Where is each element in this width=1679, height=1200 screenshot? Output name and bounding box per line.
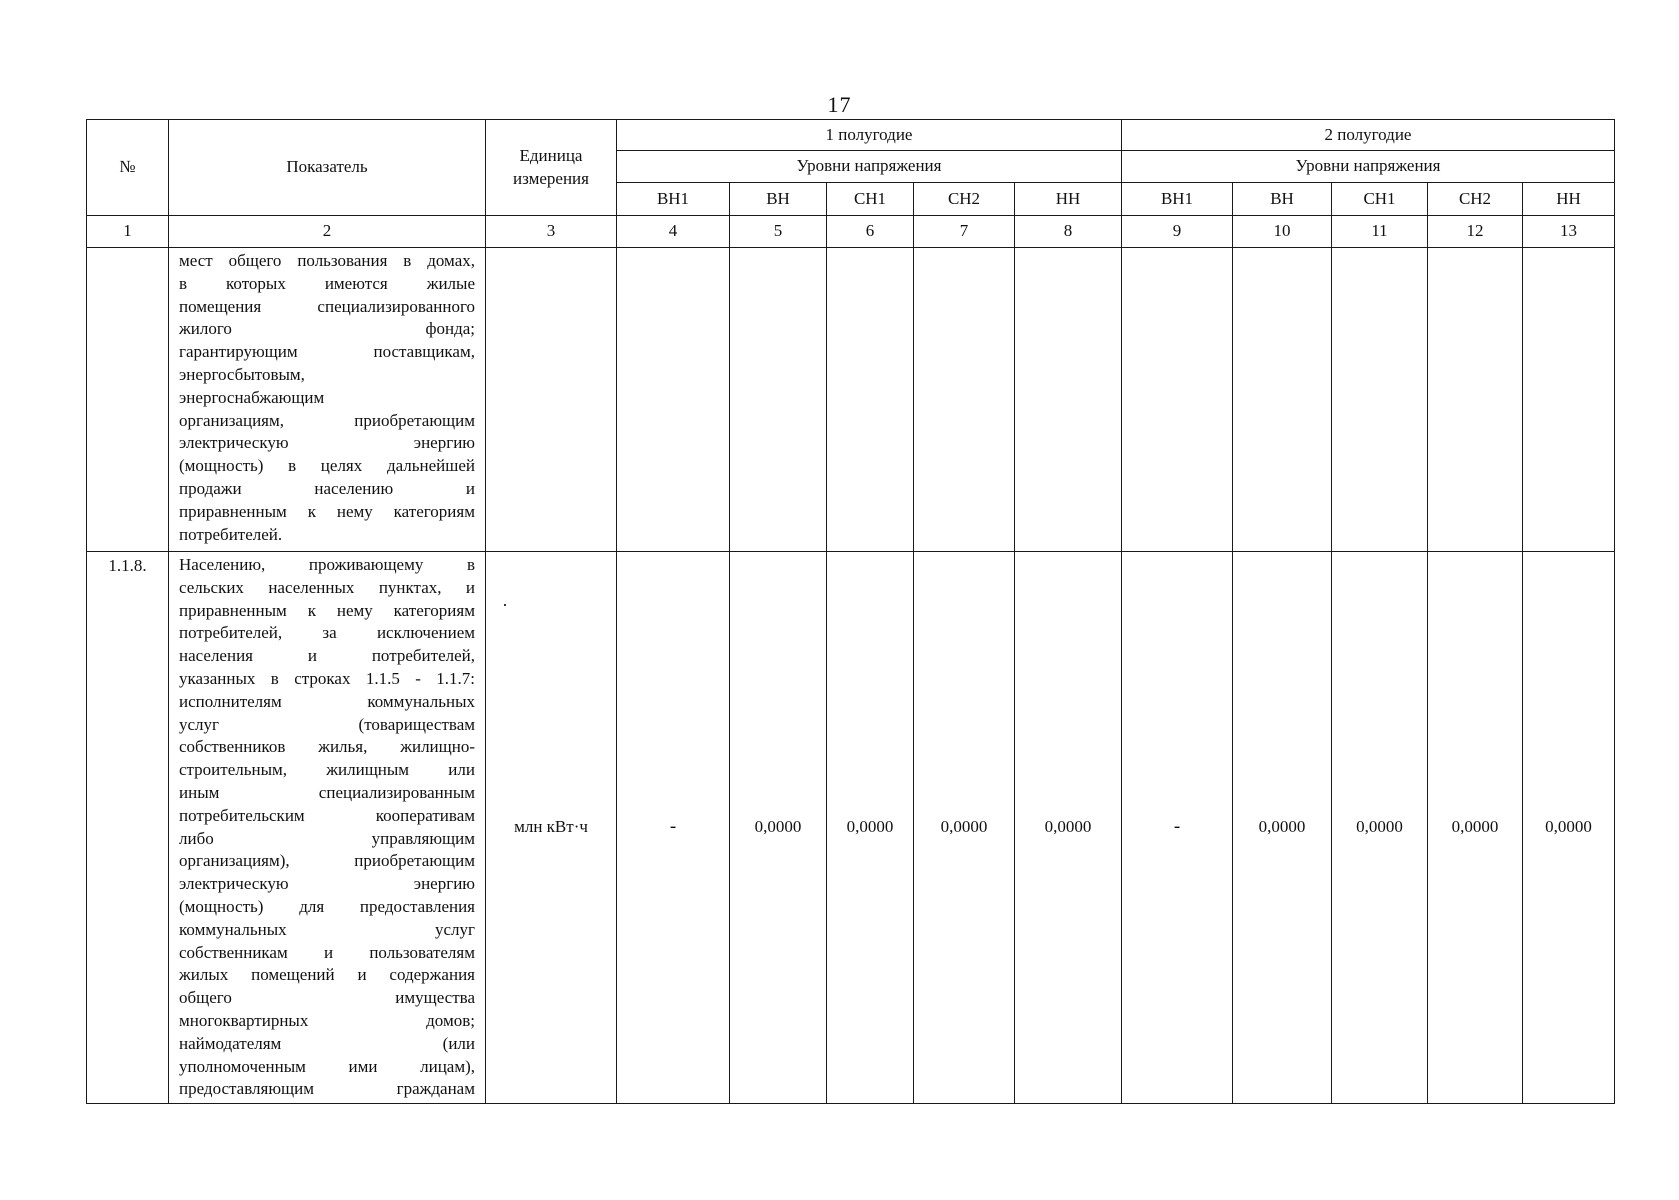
header-unit-line2: измерения <box>513 168 589 188</box>
description-line: собственникам и пользователям <box>179 942 475 962</box>
header-half-1: 1 полугодие <box>617 120 1122 151</box>
value-cell: 0,0000 <box>914 552 1015 1104</box>
header-level: СН1 <box>827 183 914 216</box>
header-level: ВН1 <box>1122 183 1233 216</box>
description-line: потребителей. <box>179 524 283 544</box>
row-description <box>169 552 486 1104</box>
header-level: НН <box>1523 183 1615 216</box>
column-number: 12 <box>1428 216 1523 248</box>
row-number <box>87 248 169 552</box>
description-line: услуг (товариществам <box>179 714 475 734</box>
header-unit <box>486 120 617 216</box>
value-cell <box>1015 248 1122 552</box>
description-line: в которых имеются жилые <box>179 273 475 293</box>
description-line: энергосбытовым, <box>179 364 305 384</box>
column-number: 10 <box>1233 216 1332 248</box>
page-number: 17 <box>827 92 852 117</box>
column-number: 11 <box>1332 216 1428 248</box>
header-level: СН2 <box>914 183 1015 216</box>
header-level: СН2 <box>1428 183 1523 216</box>
table-row <box>87 552 1615 1104</box>
header-level: НН <box>1015 183 1122 216</box>
tariff-table <box>86 119 1615 1104</box>
description-line: исполнителям коммунальных <box>179 691 475 711</box>
value-cell: 0,0000 <box>1428 552 1523 1104</box>
description-line: Населению, проживающему в <box>179 555 475 574</box>
header-level: ВН <box>1233 183 1332 216</box>
value-cell <box>1523 248 1615 552</box>
column-number: 8 <box>1015 216 1122 248</box>
value-cell <box>1332 248 1428 552</box>
description-line: (мощность) для предоставления <box>179 896 475 916</box>
value-cell: - <box>1122 552 1233 1104</box>
description-line: уполномоченным ими лицам), <box>179 1056 475 1076</box>
description-line: энергоснабжающим <box>179 387 325 407</box>
value-cell: 0,0000 <box>827 552 914 1104</box>
description-line: помещения специализированного <box>179 296 475 316</box>
description-line: потребительским кооперативам <box>179 805 475 825</box>
description-line: (мощность) в целях дальнейшей <box>179 456 475 476</box>
description-line: организациям), приобретающим <box>179 851 475 871</box>
description-line: организациям, приобретающим <box>179 410 475 430</box>
description-line: наймодателям (или <box>179 1033 475 1053</box>
description-line: указанных в строках 1.1.5 - 1.1.7: <box>179 668 475 688</box>
description-line: общего имущества <box>179 988 475 1008</box>
column-number: 7 <box>914 216 1015 248</box>
row-unit <box>486 248 617 552</box>
header-level: СН1 <box>1332 183 1428 216</box>
description-line: многоквартирных домов; <box>179 1010 475 1030</box>
scan-speck <box>504 604 506 606</box>
column-number: 2 <box>169 216 486 248</box>
header-voltage-levels-1: Уровни напряжения <box>617 151 1122 183</box>
value-cell: 0,0000 <box>1523 552 1615 1104</box>
description-line: гарантирующим поставщикам, <box>179 342 475 362</box>
header-number: № <box>87 120 169 216</box>
description-line: жилых помещений и содержания <box>179 965 475 985</box>
description-line: мест общего пользования в домах, <box>179 251 475 270</box>
value-cell: - <box>617 552 730 1104</box>
description-line: предоставляющим гражданам <box>179 1079 475 1099</box>
column-number: 13 <box>1523 216 1615 248</box>
value-cell <box>730 248 827 552</box>
value-cell <box>914 248 1015 552</box>
description-line: коммунальных услуг <box>179 919 475 939</box>
description-line: жилого фонда; <box>179 319 475 339</box>
row-unit: млн кВт·ч <box>486 552 617 1104</box>
row-number: 1.1.8. <box>87 552 169 1104</box>
value-cell: 0,0000 <box>1015 552 1122 1104</box>
column-number: 1 <box>87 216 169 248</box>
description-line: сельских населенных пунктах, и <box>179 577 475 597</box>
value-cell <box>1428 248 1523 552</box>
row-description <box>169 248 486 552</box>
description-line: приравненным к нему категориям <box>179 501 475 521</box>
column-number: 6 <box>827 216 914 248</box>
description-line: иным специализированным <box>179 782 475 802</box>
header-voltage-levels-2: Уровни напряжения <box>1122 151 1615 183</box>
value-cell <box>1122 248 1233 552</box>
description-line: населения и потребителей, <box>179 646 475 666</box>
description-line: потребителей, за исключением <box>179 623 475 643</box>
value-cell <box>827 248 914 552</box>
value-cell <box>617 248 730 552</box>
description-line: строительным, жилищным или <box>179 760 475 780</box>
description-line: продажи населению и <box>179 478 475 498</box>
header-level: ВН <box>730 183 827 216</box>
column-number: 5 <box>730 216 827 248</box>
header-level: ВН1 <box>617 183 730 216</box>
description-line: электрическую энергию <box>179 874 475 894</box>
column-number: 4 <box>617 216 730 248</box>
value-cell: 0,0000 <box>1233 552 1332 1104</box>
header-unit-line1: Единица <box>519 145 583 165</box>
description-line: приравненным к нему категориям <box>179 600 475 620</box>
table-row <box>87 248 1615 552</box>
value-cell <box>1233 248 1332 552</box>
column-number: 9 <box>1122 216 1233 248</box>
value-cell: 0,0000 <box>1332 552 1428 1104</box>
description-line: электрическую энергию <box>179 433 475 453</box>
description-line: либо управляющим <box>179 828 475 848</box>
header-indicator: Показатель <box>169 120 486 216</box>
column-number: 3 <box>486 216 617 248</box>
header-half-2: 2 полугодие <box>1122 120 1615 151</box>
value-cell: 0,0000 <box>730 552 827 1104</box>
description-line: собственников жилья, жилищно- <box>179 737 475 757</box>
